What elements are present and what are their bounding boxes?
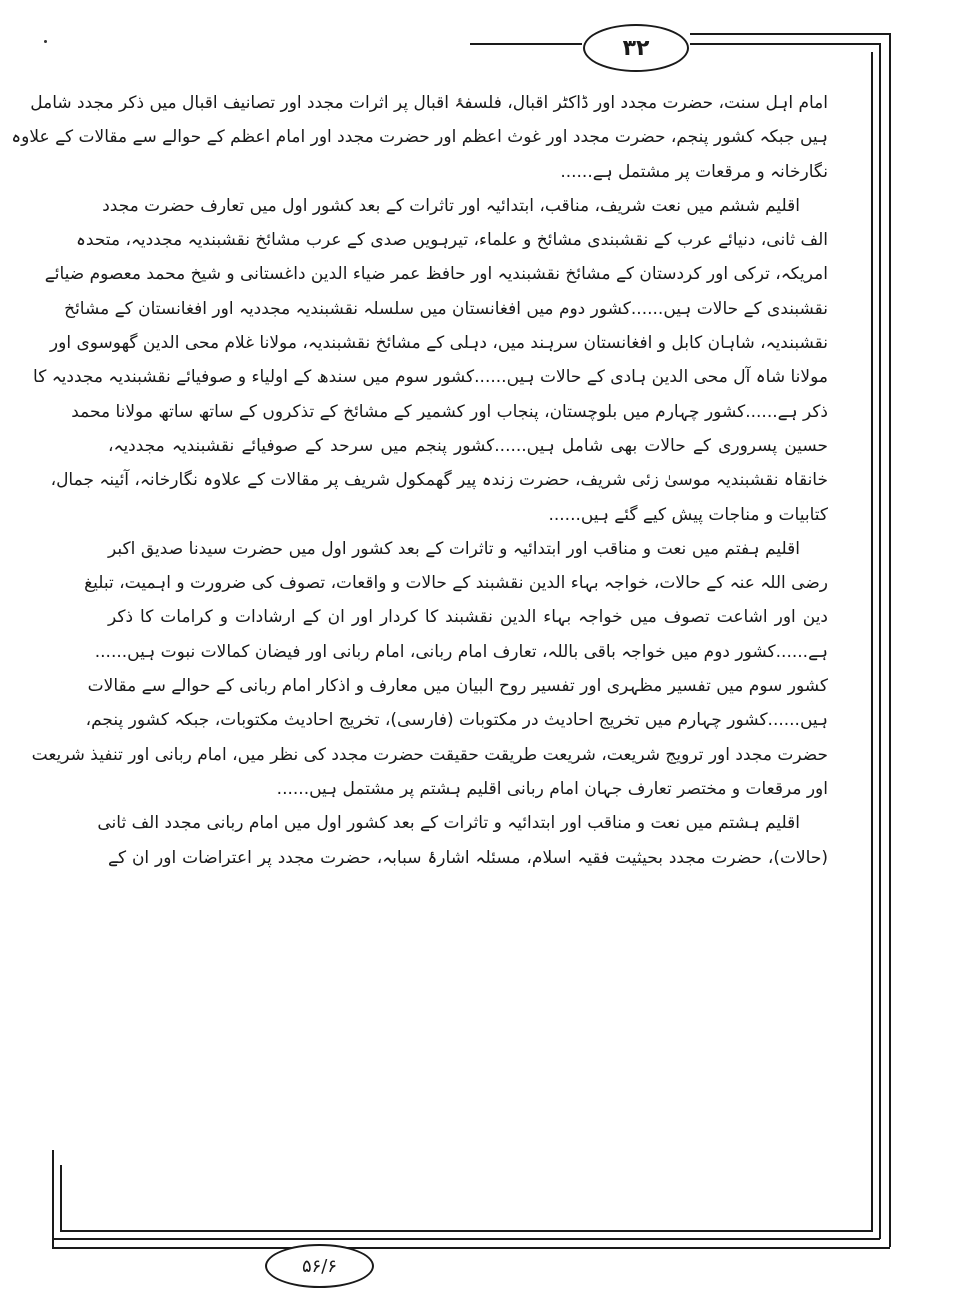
frame-bottom-outer bbox=[52, 1247, 890, 1249]
text-line: خانقاہ نقشبندیہ موسیٰ زئی شریف، حضرت زندہ پیر گھمکول شریف پر مقالات کے علاوہ نگارخانہ، آئینہ جمال، bbox=[50, 470, 828, 491]
text-line: دین اور اشاعت تصوف میں خواجہ بہاء الدین نقشبند کا کردار اور ان کے ارشادات و کرامات کا ذکر bbox=[108, 607, 828, 628]
frame-right-inner bbox=[879, 43, 881, 1239]
text-line: اقلیم ہشتم میں نعت و مناقب اور ابتدائیہ و تاثرات کے بعد کشور اول میں امام ربانی مجدد الف ثانی bbox=[97, 813, 800, 834]
text-line: اقلیم ہفتم میں نعت و مناقب اور ابتدائیہ و تاثرات کے بعد کشور اول میں حضرت سیدنا صدیق اکبر bbox=[108, 538, 800, 559]
text-line: نقشبندیہ، شاہان کابل و افغانستان سرہند میں، دہلی کے مشائخ نقشبندیہ، مولانا غلام محی الدین گھوسوی اور bbox=[49, 333, 828, 354]
page-code: ۵۶/۶ bbox=[265, 1244, 374, 1288]
text-line: ہیں......کشور چہارم میں تخریج احادیث در مکتوبات (فارسی)، تخریج احادیث مکتوبات، جبکہ کشور پنجم، bbox=[85, 710, 828, 731]
text-line: حضرت مجدد اور ترویج شریعت، شریعت طریقت حقیقت حضرت مجدد کی نظر میں، امام ربانی اور تنفیذ شریعت bbox=[31, 744, 828, 765]
text-line: الف ثانی، دنیائے عرب کے نقشبندی مشائخ و علماء، تیرہویں صدی کے عرب مشائخ نقشبندیہ مجددیہ، متحدہ bbox=[75, 230, 828, 251]
text-line: ذکر ہے......کشور چہارم میں بلوچستان، پنجاب اور کشمیر کے مشائخ کے تذکروں کے ساتھ ساتھ مولانا محمد bbox=[71, 401, 828, 422]
text-line: نگارخانہ و مرقعات پر مشتمل ہے...... bbox=[560, 161, 828, 182]
text-line: حسین پسروری کے حالات بھی شامل ہیں......کشور پنجم میں سرحد کے صوفیائے نقشبندیہ مجددیہ، bbox=[108, 435, 828, 456]
frame-right-inner2 bbox=[871, 52, 873, 1232]
frame-left-bottom-outer bbox=[52, 1150, 54, 1248]
text-line: کتابیات و مناجات پیش کیے گئے ہیں...... bbox=[548, 504, 828, 525]
text-line: رضی اللہ عنہ کے حالات، خواجہ بہاء الدین نقشبند کے حالات و واقعات، تصوف کی ضرورت و اہمیت، تبلیغ bbox=[84, 573, 828, 594]
frame-top-left-outer bbox=[470, 43, 582, 45]
text-line: امریکہ، ترکی اور کردستان کے مشائخ نقشبندیہ اور حافظ عمر ضیاء الدین داغستانی و شیخ محمد معصوم ضیائے bbox=[44, 264, 828, 285]
frame-left-bottom-inner bbox=[60, 1165, 62, 1231]
text-line: کشور سوم میں تفسیر مظہری اور تفسیر روح البیان میں معارف و اذکار امام ربانی کے حوالے سے مقالات bbox=[87, 676, 828, 697]
text-line: نقشبندی کے حالات ہیں......کشور دوم میں افغانستان میں سلسلہ نقشبندیہ مجددیہ اور افغانستان کے مشائخ bbox=[64, 298, 828, 319]
frame-right-outer bbox=[889, 33, 891, 1247]
frame-top-inner bbox=[690, 43, 880, 45]
text-line: مولانا شاہ آل محی الدین ہادی کے حالات ہیں......کشور سوم میں سندھ کے اولیاء و صوفیائے نقشبندیہ مجددیہ کا bbox=[33, 367, 828, 388]
text-line: ہے......کشور دوم میں خواجہ باقی باللہ، تعارف امام ربانی، امام ربانی اور فیضان کمالات نبوت ہیں...... bbox=[94, 641, 828, 662]
page-number: ۳۲ bbox=[583, 24, 689, 72]
frame-bottom-inner2 bbox=[60, 1230, 872, 1232]
frame-top-outer bbox=[690, 33, 890, 35]
text-line: (حالات)، حضرت مجدد بحیثیت فقیہ اسلام، مسئلہ اشارۂ سبابہ، حضرت مجدد پر اعتراضات اور ان کے bbox=[108, 847, 828, 868]
text-line: ہیں جبکہ کشور پنجم، حضرت مجدد اور غوث اعظم اور حضرت مجدد اور امام اعظم کے حوالے سے مقالات کے علاوہ bbox=[11, 127, 828, 148]
text-line: اور مرقعات و مختصر تعارف جہان امام ربانی اقلیم ہشتم پر مشتمل ہیں...... bbox=[276, 778, 828, 799]
text-line: امام اہل سنت، حضرت مجدد اور ڈاکٹر اقبال، فلسفۂ اقبال پر اثرات مجدد اور تصانیف اقبال میں ذکر مجدد شامل bbox=[30, 93, 828, 113]
stray-dot bbox=[44, 40, 47, 43]
body-text bbox=[11, 86, 828, 875]
text-line: اقلیم ششم میں نعت شریف، مناقب، ابتدائیہ اور تاثرات کے بعد کشور اول میں تعارف حضرت مجدد bbox=[102, 195, 800, 216]
frame-bottom-inner bbox=[52, 1238, 880, 1240]
